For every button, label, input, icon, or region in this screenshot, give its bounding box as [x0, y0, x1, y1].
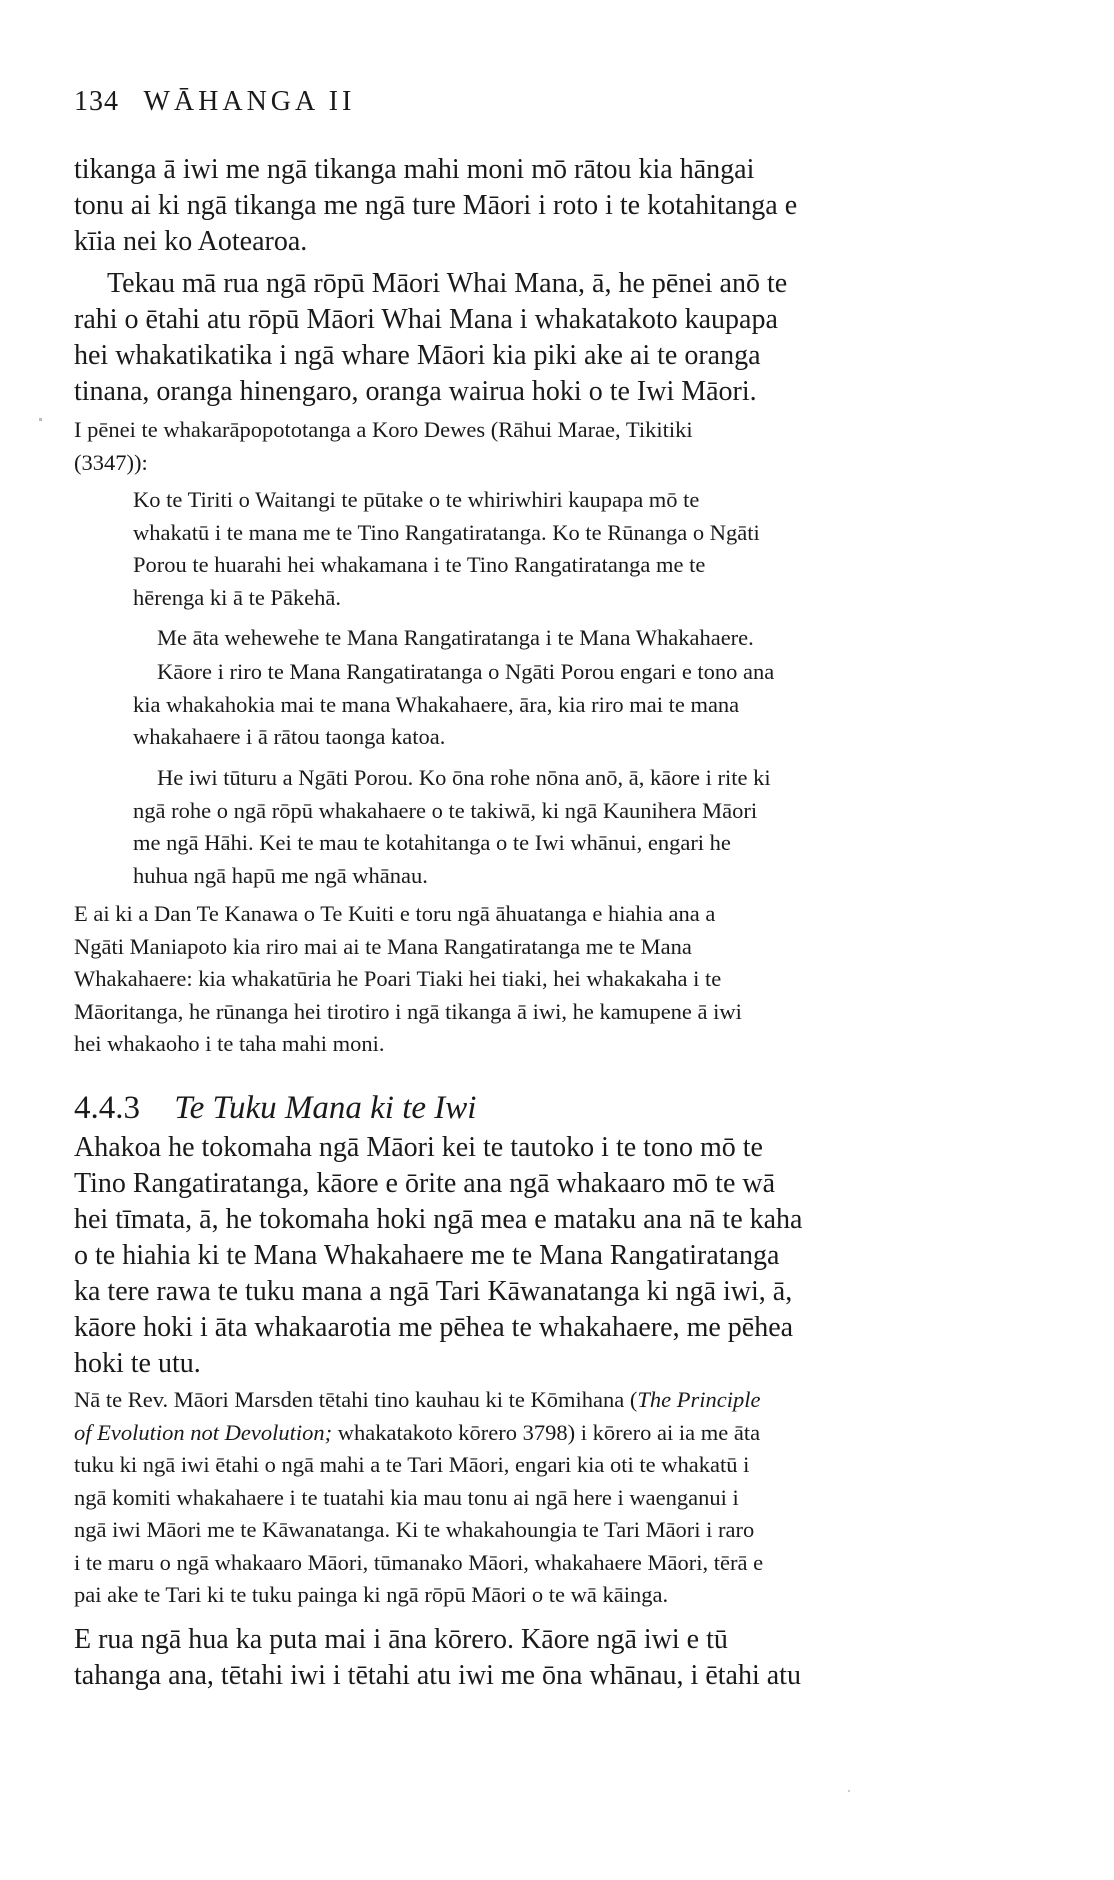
running-header: [74, 86, 355, 118]
text-line: Tekau mā rua ngā rōpū Māori Whai Mana, ā, he pēnei anō te: [107, 268, 788, 299]
text-line: huhua ngā hapū me ngā whānau.: [133, 862, 428, 888]
text-line: tuku ki ngā iwi ētahi o ngā mahi a te Tari Māori, engari kia oti te whakatū i: [74, 1452, 750, 1477]
text-line: kīia nei ko Aotearoa.: [74, 226, 308, 257]
text-line: rahi o ētahi atu rōpū Māori Whai Mana i whakatakoto kaupapa: [74, 304, 778, 335]
text-line: E rua ngā hua ka puta mai i āna kōrero. Kāore ngā iwi e tū: [74, 1624, 728, 1655]
text-line: tahanga ana, tētahi iwi i tētahi atu iwi me ōna whānau, i ētahi atu: [74, 1660, 801, 1691]
text-line: tonu ai ki ngā tikanga me ngā ture Māori i roto i te kotahitanga e: [74, 190, 798, 221]
citation-title: The Principle: [637, 1387, 761, 1412]
text-line: whakatū i te mana me te Tino Rangatiratanga. Ko te Rūnanga o Ngāti: [133, 519, 760, 545]
paragraph-continuation: [74, 152, 974, 260]
paragraph-te-kanawa: [74, 898, 974, 1061]
section-number: 4.4.3: [74, 1090, 140, 1126]
text-line: o te hiahia ki te Mana Whakahaere me te Mana Rangatiratanga: [74, 1240, 780, 1271]
text-line: Porou te huarahi hei whakamana i te Tino Rangatiratanga me te: [133, 552, 706, 577]
text-line: He iwi tūturu a Ngāti Porou. Ko ōna rohe nōna anō, ā, kāore i rite ki: [157, 765, 771, 790]
paragraph-ropu-maori: [74, 266, 974, 410]
text-line: tinana, oranga hinengaro, oranga wairua hoki o te Iwi Māori.: [74, 376, 757, 407]
text-line: (3347)):: [74, 449, 148, 475]
quote-paragraph-2: [133, 622, 973, 655]
text-line: Ahakoa he tokomaha ngā Māori kei te tautoko i te tono mō te: [74, 1132, 763, 1163]
section-heading-title: Te Tuku Mana ki te Iwi: [174, 1090, 477, 1126]
text-line: hērenga ki ā te Pākehā.: [133, 584, 342, 610]
text-line: whakahaere i ā rātou taonga katoa.: [133, 724, 446, 749]
text-line: hoki te utu.: [74, 1348, 201, 1379]
text-line: i te maru o ngā whakaaro Māori, tūmanako Māori, whakahaere Māori, tērā e: [74, 1549, 764, 1575]
margin-mark: [39, 418, 42, 421]
text-line: pai ake te Tari ki te tuku painga ki ngā rōpū Māori o te wā kāinga.: [74, 1582, 669, 1607]
text-line: Ngāti Maniapoto kia riro mai ai te Mana Rangatiratanga me te Mana: [74, 933, 692, 959]
section-heading: [74, 1086, 476, 1130]
quote-paragraph-1: [133, 484, 973, 614]
scan-speck: [848, 1790, 850, 1792]
text-line: I pēnei te whakarāpopototanga a Koro Dewes (Rāhui Marae, Tikitiki: [74, 417, 693, 442]
text-line: hei tīmata, ā, he tokomaha hoki ngā mea e mataku ana nā te kaha: [74, 1204, 803, 1235]
text-line: Me āta wehewehe te Mana Rangatiratanga i te Mana Whakahaere.: [157, 625, 754, 650]
text-line: [74, 1384, 974, 1417]
paragraph-e-rua: [74, 1622, 974, 1694]
text-line: ka tere rawa te tuku mana a ngā Tari Kāwanatanga ki ngā iwi, ā,: [74, 1276, 793, 1307]
page-number: 134: [74, 86, 119, 117]
text-line: kia whakahokia mai te mana Whakahaere, āra, kia riro mai te mana: [133, 691, 740, 717]
paragraph-marsden: [74, 1384, 974, 1612]
text-line: ngā komiti whakahaere i te tuatahi kia mau tonu ai ngā here i waenganui i: [74, 1484, 739, 1510]
text-line: Whakahaere: kia whakatūria he Poari Tiaki hei tiaki, hei whakakaha i te: [74, 966, 722, 991]
text-line: Māoritanga, he rūnanga hei tirotiro i ngā tikanga ā iwi, he kamupene ā iwi: [74, 998, 742, 1024]
text-line: ngā iwi Māori me te Kāwanatanga. Ki te whakahoungia te Tari Māori i raro: [74, 1517, 755, 1542]
text-line: hei whakaoho i te taha mahi moni.: [74, 1031, 385, 1056]
text-line: hei whakatikatika i ngā whare Māori kia piki ake ai te oranga: [74, 340, 761, 371]
text-line: me ngā Hāhi. Kei te mau te kotahitanga o te Iwi whānui, engari he: [133, 830, 731, 855]
text-line: [74, 1417, 974, 1450]
text-run: Nā te Rev. Māori Marsden tētahi tino kauhau ki te Kōmihana (: [74, 1387, 638, 1412]
text-line: Ko te Tiriti o Waitangi te pūtake o te whiriwhiri kaupapa mō te: [133, 487, 700, 512]
paragraph-dewes-intro: [74, 414, 974, 479]
text-line: kāore hoki i āta whakaarotia me pēhea te whakahaere, me pēhea: [74, 1312, 794, 1343]
quote-paragraph-3: [133, 656, 973, 754]
paragraph-ahakoa: [74, 1130, 974, 1382]
text-line: Kāore i riro te Mana Rangatiratanga o Ngāti Porou engari e tono ana: [157, 659, 775, 684]
citation-title: of Evolution not Devolution;: [74, 1419, 333, 1445]
text-line: ngā rohe o ngā rōpū whakahaere o te takiwā, ki ngā Kaunihera Māori: [133, 797, 758, 823]
text-line: Tino Rangatiratanga, kāore e ōrite ana ngā whakaaro mō te wā: [74, 1168, 776, 1199]
text-run: whakatakoto kōrero 3798) i kōrero ai ia me āta: [332, 1419, 761, 1445]
text-line: E ai ki a Dan Te Kanawa o Te Kuiti e toru ngā āhuatanga e hiahia ana a: [74, 901, 716, 926]
quote-paragraph-4: [133, 762, 973, 892]
text-line: tikanga ā iwi me ngā tikanga mahi moni mō rātou kia hāngai: [74, 154, 755, 185]
section-title: WĀHANGA II: [143, 86, 356, 117]
